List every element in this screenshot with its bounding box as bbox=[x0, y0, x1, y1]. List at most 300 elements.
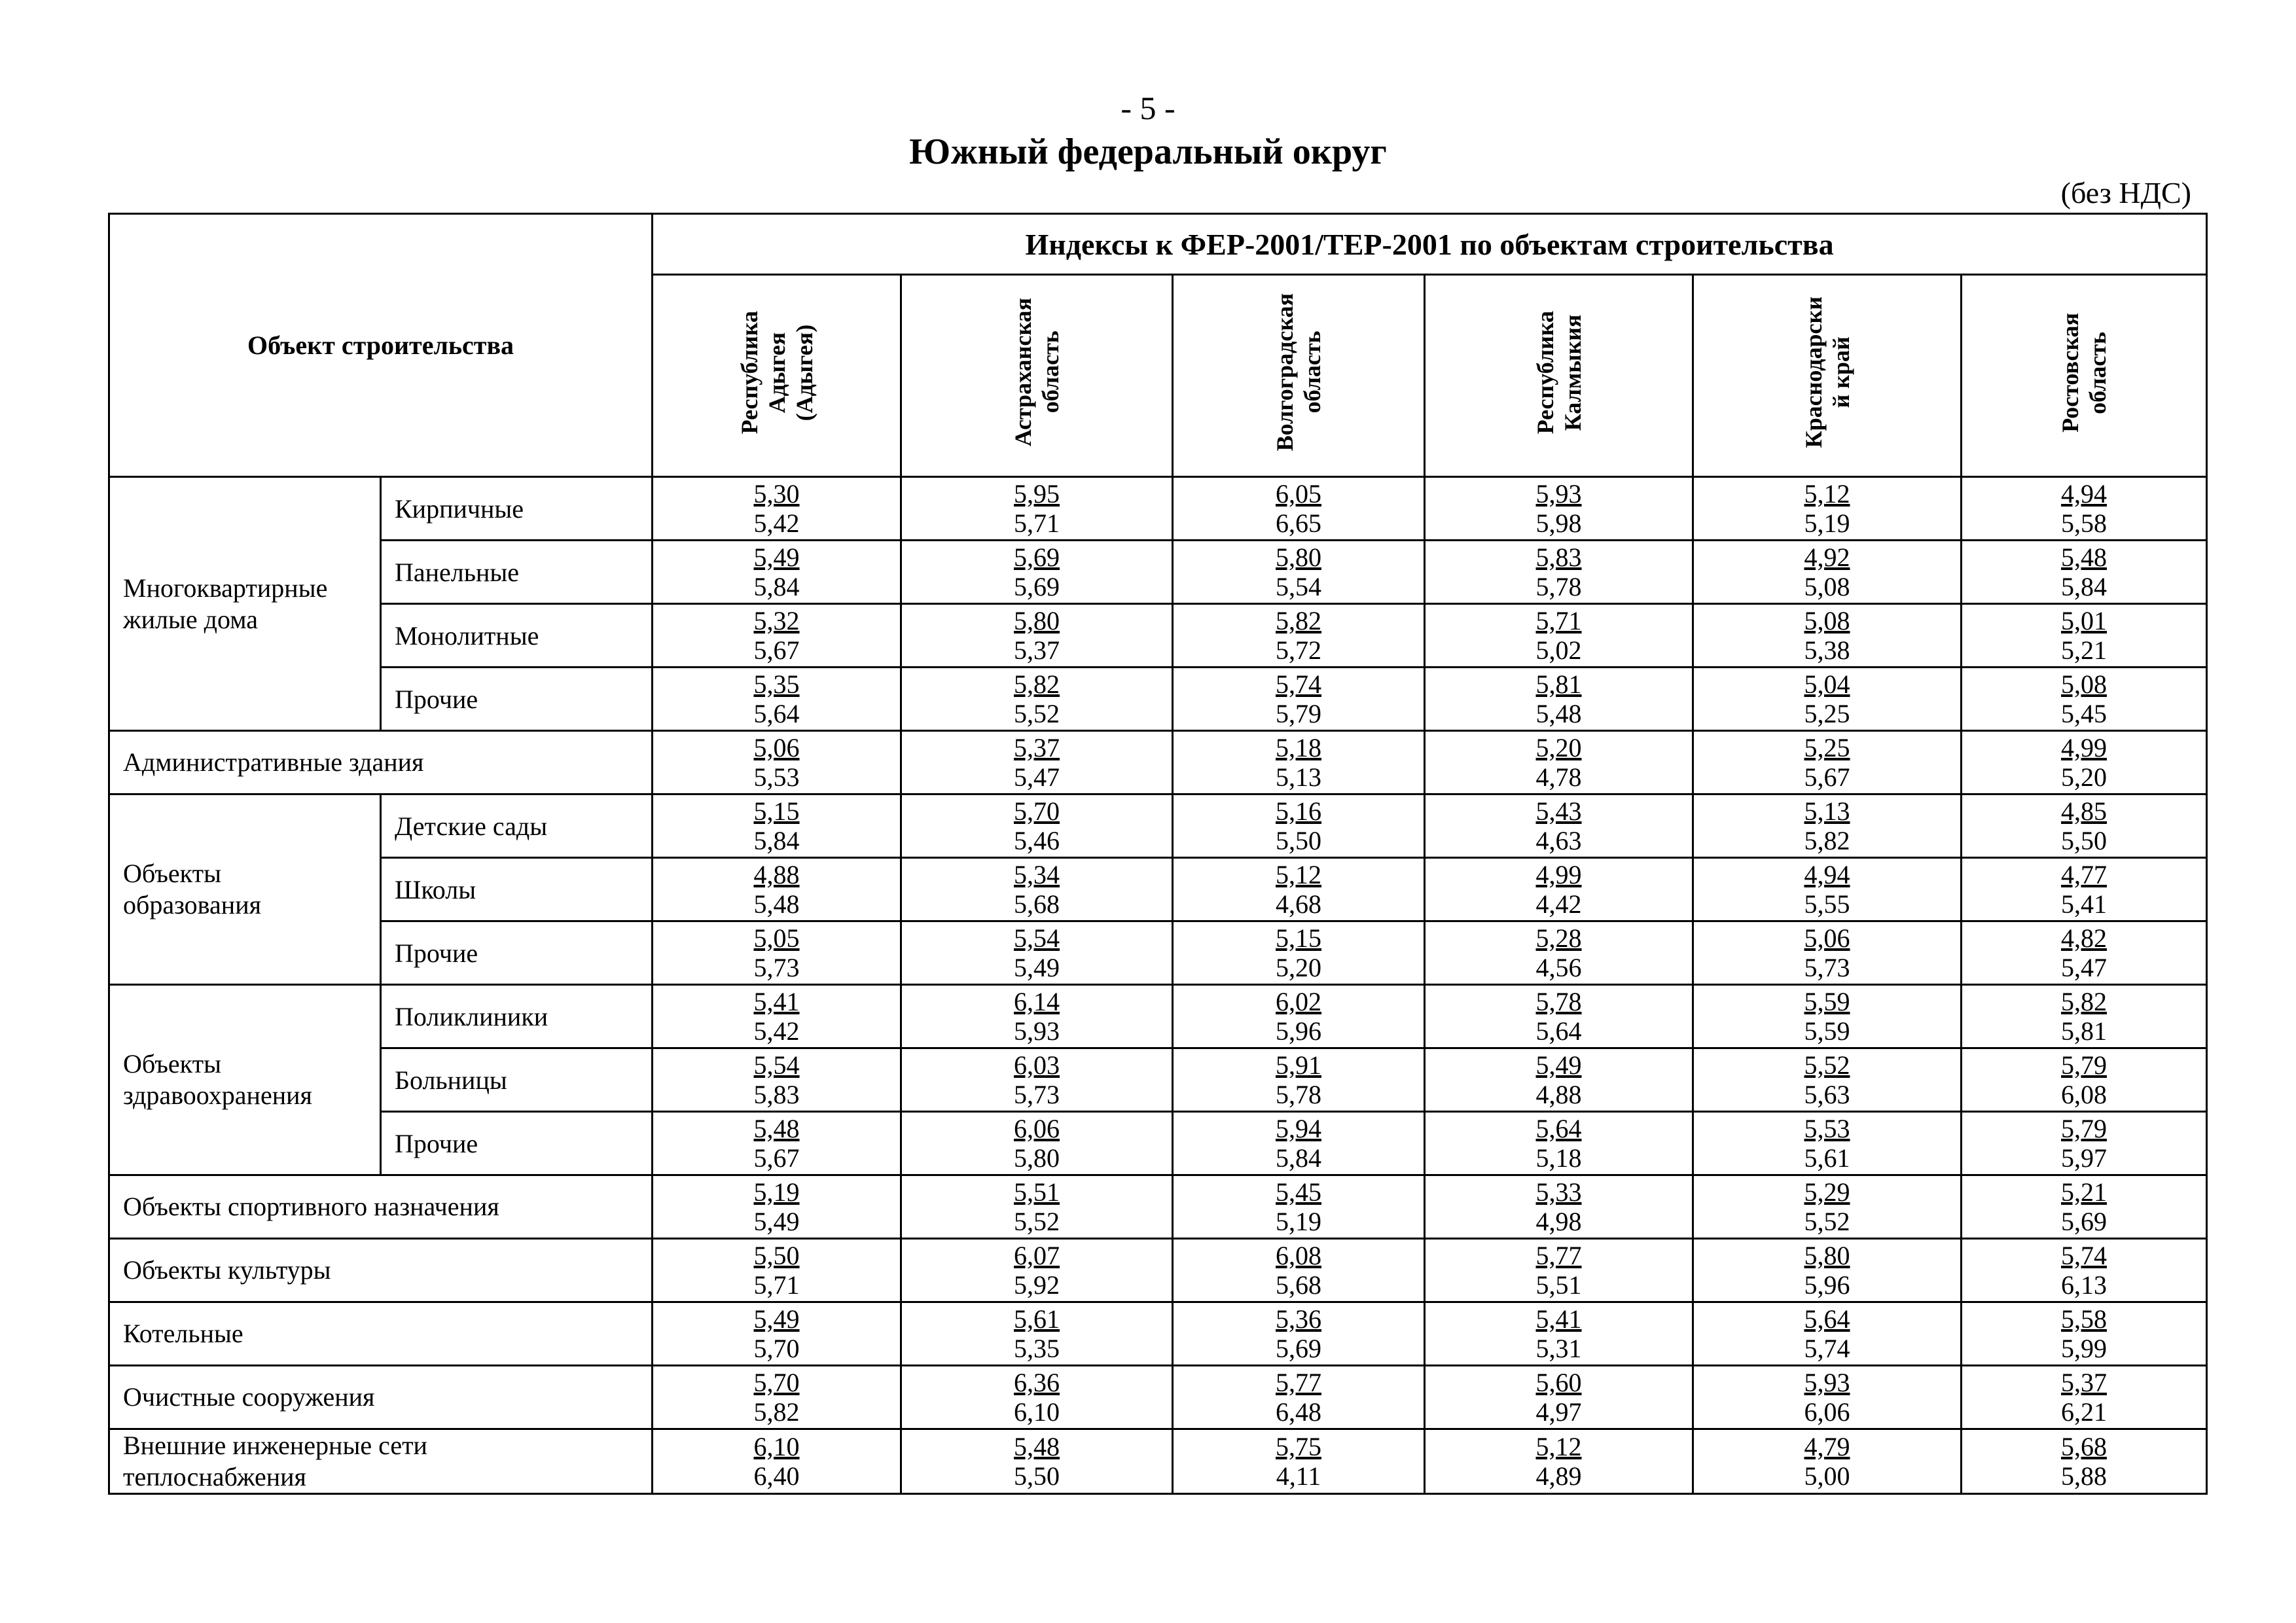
fer-index: 5,74 bbox=[2061, 1241, 2108, 1270]
subcategory-cell: Прочие bbox=[381, 1112, 653, 1175]
index-value-cell bbox=[1173, 1429, 1425, 1494]
region-header bbox=[1962, 275, 2207, 477]
ter-index: 5,96 bbox=[1804, 1270, 1850, 1300]
index-value-cell bbox=[901, 921, 1173, 985]
index-value-cell bbox=[653, 477, 901, 541]
region-header bbox=[1425, 275, 1693, 477]
ter-index: 5,08 bbox=[1804, 572, 1850, 601]
index-value-cell bbox=[653, 1366, 901, 1429]
ter-index: 5,71 bbox=[753, 1270, 800, 1300]
table-row bbox=[109, 858, 2207, 921]
subcategory-cell: Поликлиники bbox=[381, 985, 653, 1048]
subcategory-cell: Монолитные bbox=[381, 604, 653, 668]
fer-index: 6,07 bbox=[1014, 1241, 1060, 1270]
index-value-cell bbox=[1693, 921, 1962, 985]
fer-index: 5,49 bbox=[1535, 1050, 1582, 1080]
ter-index: 5,49 bbox=[1014, 953, 1060, 982]
ter-index: 5,50 bbox=[2061, 826, 2108, 855]
ter-index: 4,68 bbox=[1276, 889, 1322, 919]
fer-index: 5,13 bbox=[1804, 796, 1850, 826]
fer-index: 5,19 bbox=[753, 1177, 800, 1207]
subcategory-cell: Школы bbox=[381, 858, 653, 921]
fer-index: 5,15 bbox=[753, 796, 800, 826]
table-row bbox=[109, 1175, 2207, 1239]
index-value-cell bbox=[653, 1112, 901, 1175]
table-row bbox=[109, 985, 2207, 1048]
region-header bbox=[653, 275, 901, 477]
region-label: Республика Калмыкия bbox=[1532, 310, 1586, 435]
index-value-cell bbox=[1425, 731, 1693, 794]
index-value-cell bbox=[1425, 1175, 1693, 1239]
ter-index: 5,97 bbox=[2061, 1143, 2108, 1173]
region-header bbox=[901, 275, 1173, 477]
ter-index: 5,50 bbox=[1276, 826, 1322, 855]
region-label: Ростовская область bbox=[2057, 312, 2111, 433]
fer-index: 5,36 bbox=[1276, 1304, 1322, 1334]
category-cell: Внешние инженерные сети теплоснабжения bbox=[109, 1429, 653, 1494]
fer-index: 6,05 bbox=[1276, 479, 1322, 508]
ter-index: 5,37 bbox=[1014, 635, 1060, 665]
index-value-cell bbox=[1173, 604, 1425, 668]
fer-index: 5,93 bbox=[1804, 1368, 1850, 1397]
fer-index: 5,43 bbox=[1535, 796, 1582, 826]
index-value-cell bbox=[901, 1366, 1173, 1429]
index-value-cell bbox=[901, 1302, 1173, 1366]
fer-index: 4,85 bbox=[2061, 796, 2108, 826]
index-value-cell bbox=[653, 1302, 901, 1366]
fer-index: 6,08 bbox=[1276, 1241, 1322, 1270]
ter-index: 5,67 bbox=[753, 1143, 800, 1173]
fer-index: 5,50 bbox=[753, 1241, 800, 1270]
index-value-cell bbox=[1693, 858, 1962, 921]
category-cell: Административные здания bbox=[109, 731, 653, 794]
ter-index: 5,69 bbox=[1014, 572, 1060, 601]
fer-index: 5,08 bbox=[1804, 606, 1850, 635]
ter-index: 4,56 bbox=[1535, 953, 1582, 982]
ter-index: 5,98 bbox=[1535, 508, 1582, 538]
ter-index: 6,06 bbox=[1804, 1397, 1850, 1427]
ter-index: 5,53 bbox=[753, 762, 800, 792]
index-value-cell bbox=[901, 477, 1173, 541]
table-body bbox=[109, 477, 2207, 1494]
table-row bbox=[109, 1239, 2207, 1302]
ter-index: 5,52 bbox=[1014, 1207, 1060, 1236]
table-row bbox=[109, 1112, 2207, 1175]
ter-index: 5,84 bbox=[753, 572, 800, 601]
ter-index: 5,99 bbox=[2061, 1334, 2108, 1363]
ter-index: 5,45 bbox=[2061, 699, 2108, 728]
ter-index: 5,48 bbox=[753, 889, 800, 919]
index-value-cell bbox=[1693, 794, 1962, 858]
fer-index: 5,61 bbox=[1014, 1304, 1060, 1334]
fer-index: 5,32 bbox=[753, 606, 800, 635]
ter-index: 5,69 bbox=[1276, 1334, 1322, 1363]
fer-index: 6,06 bbox=[1014, 1114, 1060, 1143]
index-value-cell bbox=[1962, 731, 2207, 794]
table-row bbox=[109, 794, 2207, 858]
ter-index: 6,65 bbox=[1276, 508, 1322, 538]
fer-index: 5,81 bbox=[1535, 669, 1582, 699]
fer-index: 5,48 bbox=[1014, 1432, 1060, 1461]
ter-index: 5,61 bbox=[1804, 1143, 1850, 1173]
table-row bbox=[109, 1302, 2207, 1366]
ter-index: 4,89 bbox=[1535, 1461, 1582, 1491]
ter-index: 5,64 bbox=[753, 699, 800, 728]
ter-index: 5,48 bbox=[1535, 699, 1582, 728]
ter-index: 5,69 bbox=[2061, 1207, 2108, 1236]
fer-index: 5,30 bbox=[753, 479, 800, 508]
fer-index: 6,14 bbox=[1014, 987, 1060, 1016]
index-value-cell bbox=[901, 858, 1173, 921]
category-cell: Очистные сооружения bbox=[109, 1366, 653, 1429]
index-value-cell bbox=[901, 1429, 1173, 1494]
index-value-cell bbox=[901, 1239, 1173, 1302]
fer-index: 4,94 bbox=[1804, 860, 1850, 889]
fer-index: 5,08 bbox=[2061, 669, 2108, 699]
index-value-cell bbox=[1425, 541, 1693, 604]
fer-index: 4,99 bbox=[2061, 733, 2108, 762]
index-value-cell bbox=[1173, 921, 1425, 985]
index-value-cell bbox=[653, 731, 901, 794]
index-value-cell bbox=[1425, 1366, 1693, 1429]
fer-index: 5,93 bbox=[1535, 479, 1582, 508]
table-row bbox=[109, 668, 2207, 731]
ter-index: 5,20 bbox=[1276, 953, 1322, 982]
index-value-cell bbox=[1173, 731, 1425, 794]
index-value-cell bbox=[1425, 1429, 1693, 1494]
ter-index: 5,82 bbox=[753, 1397, 800, 1427]
ter-index: 5,79 bbox=[1276, 699, 1322, 728]
fer-index: 5,20 bbox=[1535, 733, 1582, 762]
ter-index: 5,83 bbox=[753, 1080, 800, 1109]
fer-index: 5,80 bbox=[1276, 543, 1322, 572]
vat-note: (без НДС) bbox=[2060, 176, 2191, 209]
index-value-cell bbox=[1425, 1302, 1693, 1366]
fer-index: 5,77 bbox=[1535, 1241, 1582, 1270]
fer-index: 5,41 bbox=[1535, 1304, 1582, 1334]
fer-index: 5,68 bbox=[2061, 1432, 2108, 1461]
group-header: Индексы к ФЕР-2001/ТЕР-2001 по объектам строительства bbox=[653, 214, 2207, 275]
fer-index: 5,18 bbox=[1276, 733, 1322, 762]
table-row bbox=[109, 1366, 2207, 1429]
index-value-cell bbox=[1962, 794, 2207, 858]
index-value-cell bbox=[1962, 985, 2207, 1048]
fer-index: 5,77 bbox=[1276, 1368, 1322, 1397]
index-value-cell bbox=[653, 921, 901, 985]
index-value-cell bbox=[901, 1048, 1173, 1112]
fer-index: 5,80 bbox=[1804, 1241, 1850, 1270]
index-value-cell bbox=[901, 1175, 1173, 1239]
fer-index: 6,36 bbox=[1014, 1368, 1060, 1397]
index-value-cell bbox=[653, 604, 901, 668]
fer-index: 5,12 bbox=[1276, 860, 1322, 889]
region-label: Астраханская область bbox=[1010, 298, 1064, 447]
ter-index: 5,19 bbox=[1804, 508, 1850, 538]
subcategory-cell: Кирпичные bbox=[381, 477, 653, 541]
fer-index: 5,16 bbox=[1276, 796, 1322, 826]
fer-index: 5,54 bbox=[753, 1050, 800, 1080]
ter-index: 5,71 bbox=[1014, 508, 1060, 538]
page-title: Южный федеральный округ bbox=[909, 132, 1387, 172]
region-label: Республика Адыгея (Адыгея) bbox=[736, 310, 817, 435]
fer-index: 5,29 bbox=[1804, 1177, 1850, 1207]
ter-index: 5,54 bbox=[1276, 572, 1322, 601]
ter-index: 6,08 bbox=[2061, 1080, 2108, 1109]
fer-index: 5,75 bbox=[1276, 1432, 1322, 1461]
index-value-cell bbox=[653, 1429, 901, 1494]
ter-index: 5,13 bbox=[1276, 762, 1322, 792]
index-value-cell bbox=[1693, 668, 1962, 731]
ter-index: 5,92 bbox=[1014, 1270, 1060, 1300]
index-value-cell bbox=[1173, 858, 1425, 921]
ter-index: 5,73 bbox=[1804, 953, 1850, 982]
ter-index: 6,10 bbox=[1014, 1397, 1060, 1427]
fer-index: 5,49 bbox=[753, 543, 800, 572]
fer-index: 6,10 bbox=[753, 1432, 800, 1461]
index-value-cell bbox=[1693, 604, 1962, 668]
ter-index: 5,52 bbox=[1804, 1207, 1850, 1236]
index-value-cell bbox=[1693, 541, 1962, 604]
fer-index: 4,88 bbox=[753, 860, 800, 889]
index-table bbox=[108, 213, 2208, 1495]
index-value-cell bbox=[1693, 1302, 1962, 1366]
ter-index: 5,82 bbox=[1804, 826, 1850, 855]
ter-index: 5,80 bbox=[1014, 1143, 1060, 1173]
ter-index: 5,42 bbox=[753, 1016, 800, 1046]
index-value-cell bbox=[653, 1239, 901, 1302]
index-value-cell bbox=[1962, 541, 2207, 604]
ter-index: 5,63 bbox=[1804, 1080, 1850, 1109]
ter-index: 5,21 bbox=[2061, 635, 2108, 665]
ter-index: 5,35 bbox=[1014, 1334, 1060, 1363]
object-header: Объект строительства bbox=[109, 214, 653, 477]
fer-index: 5,60 bbox=[1535, 1368, 1582, 1397]
index-value-cell bbox=[1693, 1239, 1962, 1302]
ter-index: 5,31 bbox=[1535, 1334, 1582, 1363]
fer-index: 5,34 bbox=[1014, 860, 1060, 889]
ter-index: 5,51 bbox=[1535, 1270, 1582, 1300]
fer-index: 5,79 bbox=[2061, 1050, 2108, 1080]
ter-index: 5,02 bbox=[1535, 635, 1582, 665]
fer-index: 5,04 bbox=[1804, 669, 1850, 699]
table-row bbox=[109, 731, 2207, 794]
index-value-cell bbox=[901, 668, 1173, 731]
index-value-cell bbox=[1425, 604, 1693, 668]
index-value-cell bbox=[1425, 1239, 1693, 1302]
ter-index: 5,55 bbox=[1804, 889, 1850, 919]
ter-index: 6,21 bbox=[2061, 1397, 2108, 1427]
ter-index: 5,84 bbox=[2061, 572, 2108, 601]
fer-index: 4,92 bbox=[1804, 543, 1850, 572]
index-value-cell bbox=[1962, 1048, 2207, 1112]
fer-index: 4,77 bbox=[2061, 860, 2108, 889]
ter-index: 5,18 bbox=[1535, 1143, 1582, 1173]
index-value-cell bbox=[1962, 1239, 2207, 1302]
ter-index: 5,41 bbox=[2061, 889, 2108, 919]
index-value-cell bbox=[1173, 1048, 1425, 1112]
index-value-cell bbox=[1962, 668, 2207, 731]
ter-index: 6,48 bbox=[1276, 1397, 1322, 1427]
ter-index: 5,73 bbox=[1014, 1080, 1060, 1109]
ter-index: 6,13 bbox=[2061, 1270, 2108, 1300]
index-value-cell bbox=[653, 1048, 901, 1112]
index-value-cell bbox=[1962, 1302, 2207, 1366]
fer-index: 5,79 bbox=[2061, 1114, 2108, 1143]
fer-index: 5,01 bbox=[2061, 606, 2108, 635]
ter-index: 5,84 bbox=[1276, 1143, 1322, 1173]
fer-index: 5,82 bbox=[2061, 987, 2108, 1016]
index-value-cell bbox=[1425, 858, 1693, 921]
index-value-cell bbox=[1962, 1112, 2207, 1175]
ter-index: 5,78 bbox=[1276, 1080, 1322, 1109]
index-value-cell bbox=[1173, 1366, 1425, 1429]
ter-index: 5,78 bbox=[1535, 572, 1582, 601]
index-value-cell bbox=[1425, 921, 1693, 985]
ter-index: 5,96 bbox=[1276, 1016, 1322, 1046]
fer-index: 5,06 bbox=[1804, 923, 1850, 953]
ter-index: 5,46 bbox=[1014, 826, 1060, 855]
fer-index: 4,99 bbox=[1535, 860, 1582, 889]
fer-index: 5,21 bbox=[2061, 1177, 2108, 1207]
ter-index: 4,88 bbox=[1535, 1080, 1582, 1109]
ter-index: 5,52 bbox=[1014, 699, 1060, 728]
ter-index: 4,78 bbox=[1535, 762, 1582, 792]
fer-index: 5,69 bbox=[1014, 543, 1060, 572]
region-header bbox=[1173, 275, 1425, 477]
fer-index: 5,25 bbox=[1804, 733, 1850, 762]
subcategory-cell: Панельные bbox=[381, 541, 653, 604]
ter-index: 5,72 bbox=[1276, 635, 1322, 665]
region-label: Краснодарски й край bbox=[1800, 296, 1854, 448]
index-value-cell bbox=[1173, 477, 1425, 541]
fer-index: 5,49 bbox=[753, 1304, 800, 1334]
fer-index: 5,52 bbox=[1804, 1050, 1850, 1080]
region-header bbox=[1693, 275, 1962, 477]
fer-index: 5,64 bbox=[1535, 1114, 1582, 1143]
fer-index: 5,70 bbox=[1014, 796, 1060, 826]
region-label: Волгоградская область bbox=[1272, 293, 1326, 452]
index-value-cell bbox=[1962, 604, 2207, 668]
category-cell: Объекты здравоохранения bbox=[109, 985, 381, 1175]
index-value-cell bbox=[1962, 921, 2207, 985]
ter-index: 4,11 bbox=[1276, 1461, 1321, 1491]
ter-index: 5,47 bbox=[1014, 762, 1060, 792]
ter-index: 5,59 bbox=[1804, 1016, 1850, 1046]
ter-index: 5,68 bbox=[1014, 889, 1060, 919]
table-row bbox=[109, 477, 2207, 541]
index-value-cell bbox=[1425, 477, 1693, 541]
fer-index: 5,58 bbox=[2061, 1304, 2108, 1334]
fer-index: 5,12 bbox=[1535, 1432, 1582, 1461]
table-row bbox=[109, 604, 2207, 668]
category-cell: Котельные bbox=[109, 1302, 653, 1366]
fer-index: 5,05 bbox=[753, 923, 800, 953]
index-value-cell bbox=[1962, 1175, 2207, 1239]
fer-index: 5,48 bbox=[753, 1114, 800, 1143]
fer-index: 5,54 bbox=[1014, 923, 1060, 953]
index-value-cell bbox=[1425, 1112, 1693, 1175]
index-value-cell bbox=[1693, 1112, 1962, 1175]
index-value-cell bbox=[1173, 1175, 1425, 1239]
index-value-cell bbox=[1425, 794, 1693, 858]
fer-index: 5,64 bbox=[1804, 1304, 1850, 1334]
index-value-cell bbox=[1693, 1048, 1962, 1112]
fer-index: 5,37 bbox=[2061, 1368, 2108, 1397]
fer-index: 5,94 bbox=[1276, 1114, 1322, 1143]
index-value-cell bbox=[1173, 1112, 1425, 1175]
ter-index: 4,98 bbox=[1535, 1207, 1582, 1236]
index-value-cell bbox=[901, 541, 1173, 604]
fer-index: 5,91 bbox=[1276, 1050, 1322, 1080]
index-value-cell bbox=[653, 858, 901, 921]
index-value-cell bbox=[1693, 477, 1962, 541]
category-cell: Объекты культуры bbox=[109, 1239, 653, 1302]
ter-index: 5,70 bbox=[753, 1334, 800, 1363]
index-value-cell bbox=[901, 604, 1173, 668]
fer-index: 4,82 bbox=[2061, 923, 2108, 953]
fer-index: 5,33 bbox=[1535, 1177, 1582, 1207]
subcategory-cell: Детские сады bbox=[381, 794, 653, 858]
ter-index: 5,19 bbox=[1276, 1207, 1322, 1236]
index-value-cell bbox=[653, 1175, 901, 1239]
page-number: - 5 - bbox=[1121, 90, 1175, 126]
index-value-cell bbox=[901, 794, 1173, 858]
index-value-cell bbox=[901, 1112, 1173, 1175]
category-cell: Многоквартирные жилые дома bbox=[109, 477, 381, 731]
index-value-cell bbox=[653, 668, 901, 731]
fer-index: 5,82 bbox=[1276, 606, 1322, 635]
subcategory-cell: Больницы bbox=[381, 1048, 653, 1112]
index-value-cell bbox=[1173, 985, 1425, 1048]
ter-index: 4,63 bbox=[1535, 826, 1582, 855]
ter-index: 5,68 bbox=[1276, 1270, 1322, 1300]
index-value-cell bbox=[901, 985, 1173, 1048]
ter-index: 5,58 bbox=[2061, 508, 2108, 538]
index-value-cell bbox=[1693, 985, 1962, 1048]
index-value-cell bbox=[1693, 1429, 1962, 1494]
subcategory-cell: Прочие bbox=[381, 921, 653, 985]
ter-index: 5,25 bbox=[1804, 699, 1850, 728]
table-row bbox=[109, 921, 2207, 985]
table-row bbox=[109, 1048, 2207, 1112]
ter-index: 5,73 bbox=[753, 953, 800, 982]
ter-index: 4,42 bbox=[1535, 889, 1582, 919]
ter-index: 5,67 bbox=[1804, 762, 1850, 792]
index-value-cell bbox=[1173, 541, 1425, 604]
fer-index: 4,79 bbox=[1804, 1432, 1850, 1461]
index-value-cell bbox=[1173, 1239, 1425, 1302]
fer-index: 5,71 bbox=[1535, 606, 1582, 635]
fer-index: 5,06 bbox=[753, 733, 800, 762]
table-row bbox=[109, 1429, 2207, 1494]
index-value-cell bbox=[901, 731, 1173, 794]
fer-index: 5,53 bbox=[1804, 1114, 1850, 1143]
category-cell: Объекты образования bbox=[109, 794, 381, 985]
ter-index: 5,20 bbox=[2061, 762, 2108, 792]
fer-index: 5,70 bbox=[753, 1368, 800, 1397]
index-value-cell bbox=[653, 541, 901, 604]
index-value-cell bbox=[1962, 477, 2207, 541]
ter-index: 5,84 bbox=[753, 826, 800, 855]
fer-index: 5,45 bbox=[1276, 1177, 1322, 1207]
ter-index: 5,64 bbox=[1535, 1016, 1582, 1046]
ter-index: 5,93 bbox=[1014, 1016, 1060, 1046]
index-value-cell bbox=[1962, 1429, 2207, 1494]
ter-index: 5,47 bbox=[2061, 953, 2108, 982]
ter-index: 6,40 bbox=[753, 1461, 800, 1491]
index-value-cell bbox=[1693, 731, 1962, 794]
index-value-cell bbox=[1693, 1366, 1962, 1429]
